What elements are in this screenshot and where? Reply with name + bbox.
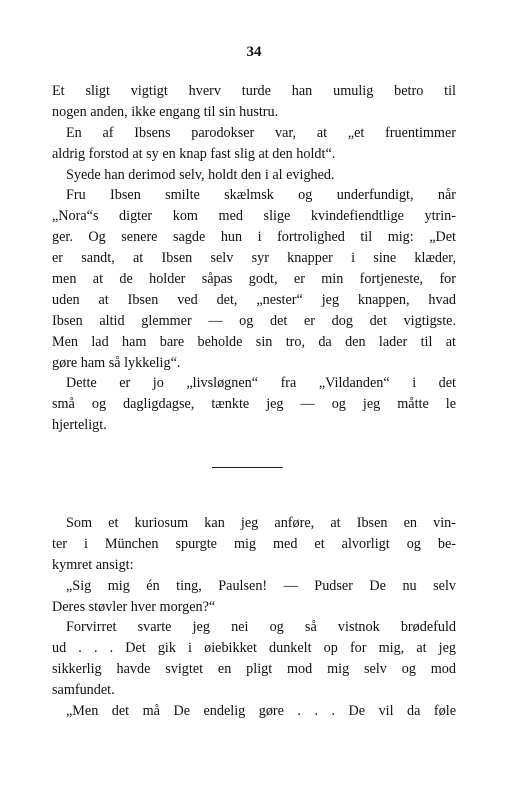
text-line: „Sig mig én ting, Paulsen! — Pudser De nu selv xyxy=(66,577,456,594)
text-line: En af Ibsens parodokser var, at „et fruentimmer xyxy=(66,124,456,141)
text-line: ud . . . Det gik i øiebikket dunkelt op for mig, at jeg xyxy=(52,640,456,657)
text-line: Dette er jo „livsløgnen“ fra „Vildanden“ i det xyxy=(66,375,456,392)
text-line: Som et kuriosum kan jeg anføre, at Ibsen en vin- xyxy=(66,515,456,531)
text-line: Deres støvler hver morgen?“ xyxy=(52,598,216,615)
text-line: er sandt, at Ibsen selv syr knapper i sine klæder, xyxy=(52,250,456,267)
text-line: uden at Ibsen ved det, „nester“ jeg knappen, hvad xyxy=(52,291,456,308)
text-line: samfundet. xyxy=(52,682,115,699)
text-line: Et sligt vigtigt hverv turde han umulig betro til xyxy=(52,83,456,99)
text-line: Fru Ibsen smilte skælmsk og underfundigt, når xyxy=(66,187,456,204)
text-line: Ibsen altid glemmer — og det er dog det vigtigste. xyxy=(52,312,456,329)
text-line: små og dagligdagse, tænkte jeg — og jeg måtte le xyxy=(52,396,456,413)
text-line: men at de holder såpas godt, er min fortjeneste, for xyxy=(52,271,456,288)
text-line: aldrig forstod at sy en knap fast slig at den holdt“. xyxy=(52,145,336,162)
text-line: Men lad ham bare beholde sin tro, da den lader til at xyxy=(52,333,456,350)
text-line: kymret ansigt: xyxy=(52,556,134,573)
page-number: 34 xyxy=(246,44,262,60)
text-line: Forvirret svarte jeg nei og så vistnok brødefuld xyxy=(66,619,456,636)
text-section-ibsen-buttons xyxy=(52,81,456,436)
text-line: nogen anden, ikke engang til sin hustru. xyxy=(52,103,279,120)
section-divider xyxy=(212,467,283,468)
text-section-ibsen-boots xyxy=(52,513,456,722)
text-line: ger. Og senere sagde hun i fortrolighed til mig: „Det xyxy=(52,229,456,246)
text-line: „Men det må De endelig gøre . . . De vil da føle xyxy=(66,703,456,720)
text-line: ter i München spurgte mig med et alvorligt og be- xyxy=(52,535,456,552)
text-line: hjerteligt. xyxy=(52,417,107,434)
text-line: „Nora“s digter kom med slige kvindefiendtlige ytrin- xyxy=(52,208,456,225)
text-line: gøre ham så lykkelig“. xyxy=(52,354,181,371)
text-line: sikkerlig havde svigtet en pligt mod mig selv og mod xyxy=(52,661,456,678)
text-line: Syede han derimod selv, holdt den i al evighed. xyxy=(66,166,335,183)
